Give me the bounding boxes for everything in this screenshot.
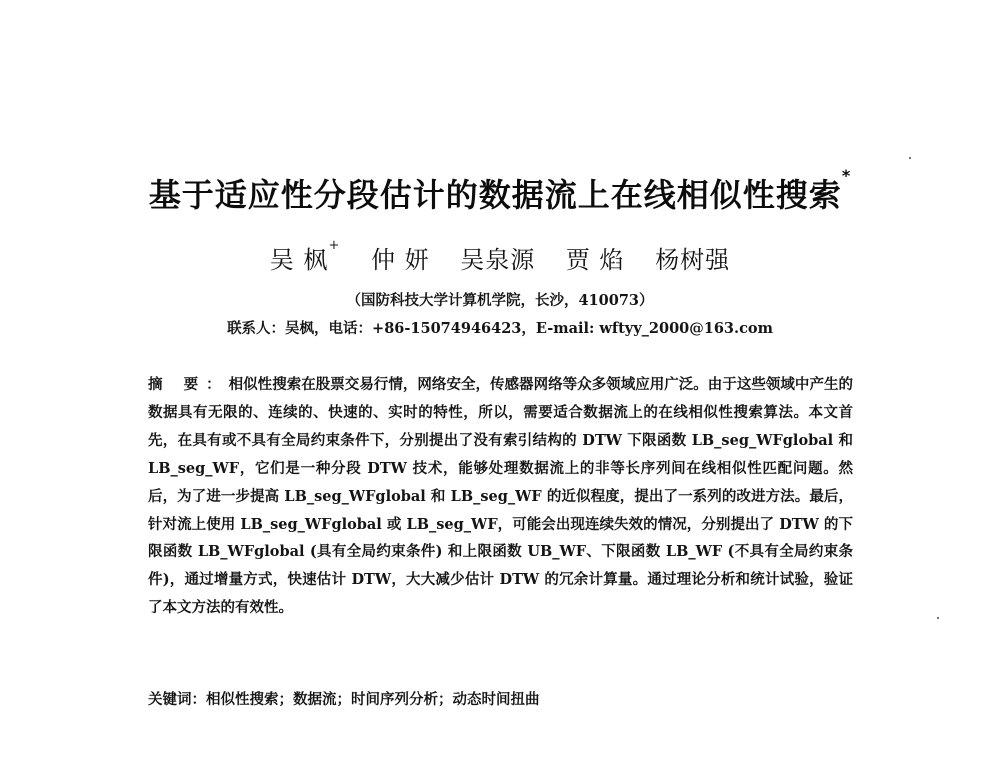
abstract-label: 摘 要： bbox=[148, 376, 229, 393]
author-1 bbox=[269, 238, 341, 274]
keywords-text: 相似性搜索；数据流；时间序列分析；动态时间扭曲 bbox=[206, 691, 540, 708]
paper-title-text: 基于适应性分段估计的数据流上在线相似性搜索 bbox=[148, 176, 842, 214]
keywords-label: 关键词： bbox=[148, 691, 206, 708]
author-name: 杨树强 bbox=[655, 246, 731, 274]
affiliation: （国防科技大学计算机学院，长沙，410073） bbox=[346, 292, 654, 309]
abstract-text: 相似性搜索在股票交易行情，网络安全，传感器网络等众多领域应用广泛。由于这些领域中产生的数据具有无限的、连续的、快速的、实时的特性，所以，需要适合数据流上的在线相似性搜索算法。本文首先，在具有或不具有全局约束条件下，分别提出了没有索引结构的 DTW 下限函数 LB_seg_WFglobal 和 LB_seg_WF，它们是一种分段 DTW 技术，能够处理数据流上的非等长序列间在线相似性匹配问题。然后，为了进一步提高 LB_seg_WFglobal 和 LB_seg_WF 的近似程度，提出了一系列的改进方法。最后，针对流上使用 LB_seg_WFglobal 或 LB_seg_WF，可能会出现连续失效的情况，分别提出了 DTW 的下限函数 LB_WFglobal (具有全局约束条件) 和上限函数 UB_WF、下限函数 LB_WF (不具有全局约束条件)，通过增量方式，快速估计 DTW，大大减少估计 DTW 的冗余计算量。通过理论分析和统计试验，验证了本文方法的有效性。 bbox=[148, 376, 853, 617]
author-4 bbox=[566, 246, 625, 274]
author-list bbox=[0, 240, 1000, 275]
paper-title bbox=[60, 166, 940, 216]
author-name: 贾 焰 bbox=[565, 246, 625, 274]
abstract bbox=[148, 371, 853, 622]
author-5 bbox=[655, 246, 730, 274]
title-footnote-mark: * bbox=[841, 166, 852, 185]
author-2 bbox=[371, 246, 430, 274]
author-name: 仲 妍 bbox=[370, 246, 430, 274]
contact-info: 联系人：吴枫，电话：+86-15074946423，E-mail: wftyy_2000@163.com bbox=[227, 320, 773, 337]
author-name: 吴泉源 bbox=[460, 246, 536, 274]
author-3 bbox=[460, 246, 535, 274]
scan-speck bbox=[909, 157, 911, 159]
author-name: 吴 枫 bbox=[269, 246, 329, 274]
author-mark: + bbox=[328, 238, 341, 253]
scan-speck bbox=[937, 617, 939, 619]
keywords bbox=[148, 688, 853, 709]
